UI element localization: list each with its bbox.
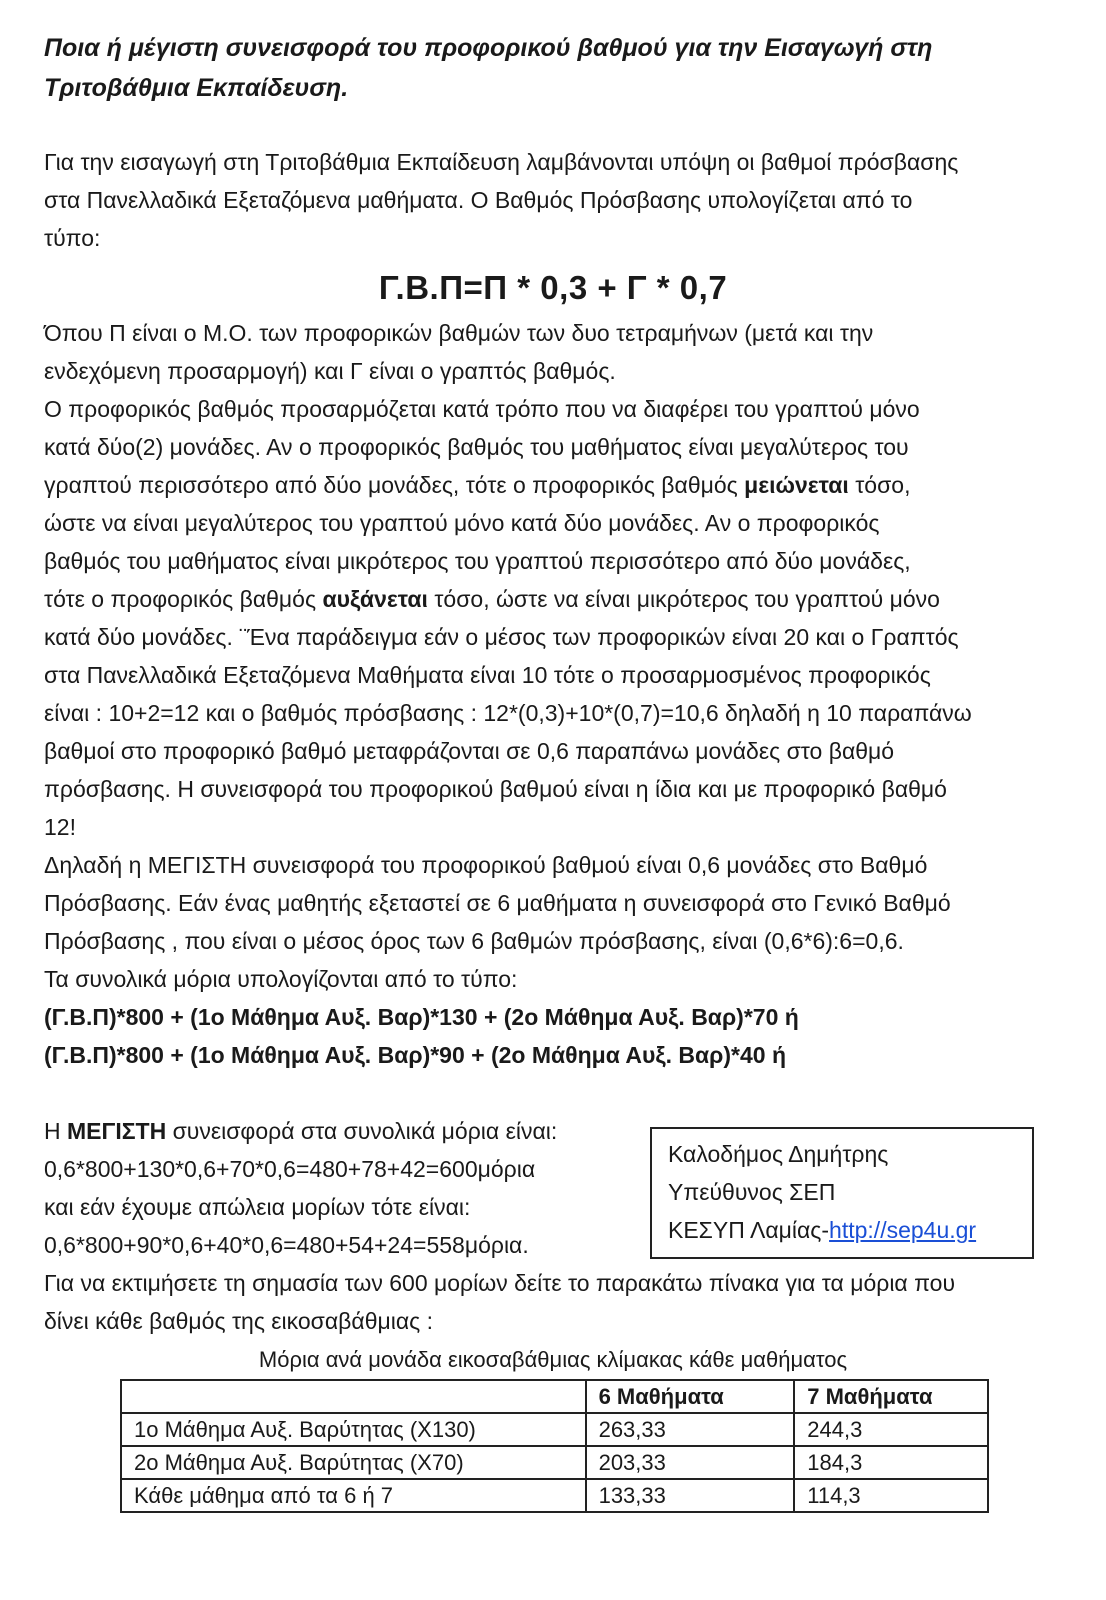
text-segment: Η: [44, 1118, 67, 1144]
text-line: 12!: [44, 814, 76, 840]
author-name: Καλοδήμος Δημήτρης: [668, 1141, 889, 1167]
page-title: [44, 28, 1064, 108]
text-line: και εάν έχουμε απώλεια μορίων τότε είναι:: [44, 1194, 471, 1220]
text-line: στα Πανελλαδικά Εξεταζόμενα Μαθήματα είναι 10 τότε ο προσαρμοσμένος προφορικός: [44, 662, 931, 688]
text-line: δίνει κάθε βαθμός της εικοσαβάθμιας :: [44, 1308, 434, 1334]
text-line: 0,6*800+130*0,6+70*0,6=480+78+42=600μόρια: [44, 1156, 536, 1182]
text-line: στα Πανελλαδικά Εξεταζόμενα μαθήματα. Ο Βαθμός Πρόσβασης υπολογίζεται από το: [44, 187, 913, 213]
formula-line: (Γ.Β.Π)*800 + (1ο Μάθημα Αυξ. Βαρ)*130 + (2ο Μάθημα Αυξ. Βαρ)*70 ή: [44, 1004, 799, 1030]
website-link[interactable]: http://sep4u.gr: [829, 1217, 977, 1243]
table-cell: 263,33: [586, 1413, 795, 1446]
table-cell: 2ο Μάθημα Αυξ. Βαρύτητας (Χ70): [121, 1446, 586, 1479]
table-row: [121, 1446, 988, 1479]
table-row: [121, 1413, 988, 1446]
intro-paragraph: [44, 143, 1074, 257]
text-line: [44, 580, 1074, 618]
text-segment: συνεισφορά στα συνολικά μόρια είναι:: [166, 1118, 558, 1144]
text-segment: τόσο,: [848, 472, 911, 498]
org-label: ΚΕΣΥΠ Λαμίας-: [668, 1217, 830, 1243]
text-line: 0,6*800+90*0,6+40*0,6=480+54+24=558μόρια.: [44, 1232, 529, 1258]
author-org: [668, 1211, 1032, 1249]
text-line: βαθμός του μαθήματος είναι μικρότερος του γραπτού περισσότερο από δύο μονάδες,: [44, 548, 911, 574]
emphasis-increases: αυξάνεται: [322, 586, 428, 612]
text-line: Πρόσβασης. Εάν ένας μαθητής εξεταστεί σε 6 μαθήματα η συνεισφορά στο Γενικό Βαθμό: [44, 890, 951, 916]
text-line: [44, 466, 1074, 504]
text-line: Ο προφορικός βαθμός προσαρμόζεται κατά τρόπο που να διαφέρει του γραπτού μόνο: [44, 396, 920, 422]
table-cell: 184,3: [794, 1446, 988, 1479]
text-line: Όπου Π είναι ο Μ.Ο. των προφορικών βαθμών των δυο τετραμήνων (μετά και την: [44, 320, 874, 346]
text-segment: τόσο, ώστε να είναι μικρότερος του γραπτού μόνο: [427, 586, 940, 612]
text-line: τύπο:: [44, 225, 101, 251]
formula-line: (Γ.Β.Π)*800 + (1ο Μάθημα Αυξ. Βαρ)*90 + (2ο Μάθημα Αυξ. Βαρ)*40 ή: [44, 1042, 787, 1068]
formula: Γ.Β.Π=Π * 0,3 + Γ * 0,7: [378, 269, 728, 306]
signature-box: [650, 1127, 1034, 1259]
text-line: ενδεχόμενη προσαρμογή) και Γ είναι ο γραπτός βαθμός.: [44, 358, 616, 384]
text-line: κατά δύο(2) μονάδες. Αν ο προφορικός βαθμός του μαθήματος είναι μεγαλύτερος του: [44, 434, 909, 460]
header-cell: 7 Μαθήματα: [794, 1380, 988, 1413]
emphasis-maximum: ΜΕΓΙΣΤΗ: [67, 1118, 167, 1144]
table-header-row: [121, 1380, 988, 1413]
table-row: [121, 1479, 988, 1512]
table-caption: Μόρια ανά μονάδα εικοσαβάθμιας κλίμακας κάθε μαθήματος: [258, 1347, 848, 1372]
text-line: Δηλαδή η ΜΕΓΙΣΤΗ συνεισφορά του προφορικού βαθμού είναι 0,6 μονάδες στο Βαθμό: [44, 852, 928, 878]
title-line: Τριτοβάθμια Εκπαίδευση.: [44, 74, 349, 102]
text-line: Για να εκτιμήσετε τη σημασία των 600 μορίων δείτε το παρακάτω πίνακα για τα μόρια που: [44, 1270, 956, 1296]
text-line: Τα συνολικά μόρια υπολογίζονται από το τύπο:: [44, 966, 518, 992]
table-cell: 244,3: [794, 1413, 988, 1446]
author-role: Υπεύθυνος ΣΕΠ: [668, 1179, 836, 1205]
title-line: Ποια ή μέγιστη συνεισφορά του προφορικού βαθμού για την Εισαγωγή στη: [44, 34, 933, 62]
table-cell: 203,33: [586, 1446, 795, 1479]
table-cell: Κάθε μάθημα από τα 6 ή 7: [121, 1479, 586, 1512]
body-text: [44, 314, 1074, 1074]
header-cell: 6 Μαθήματα: [586, 1380, 795, 1413]
table-cell: 114,3: [794, 1479, 988, 1512]
text-line: Για την εισαγωγή στη Τριτοβάθμια Εκπαίδευση λαμβάνονται υπόψη οι βαθμοί πρόσβασης: [44, 149, 959, 175]
text-line: πρόσβασης. Η συνεισφορά του προφορικού βαθμού είναι η ίδια και με προφορικό βαθμό: [44, 776, 947, 802]
text-line: είναι : 10+2=12 και ο βαθμός πρόσβασης : 12*(0,3)+10*(0,7)=10,6 δηλαδή η 10 παραπάνω: [44, 700, 972, 726]
emphasis-decreases: μειώνεται: [744, 472, 849, 498]
table-cell: 133,33: [586, 1479, 795, 1512]
table-cell: 1ο Μάθημα Αυξ. Βαρύτητας (Χ130): [121, 1413, 586, 1446]
text-line: Πρόσβασης , που είναι ο μέσος όρος των 6 βαθμών πρόσβασης, είναι (0,6*6):6=0,6.: [44, 928, 904, 954]
text-line: ώστε να είναι μεγαλύτερος του γραπτού μόνο κατά δύο μονάδες. Αν ο προφορικός: [44, 510, 880, 536]
header-cell: [121, 1380, 586, 1413]
text-line: κατά δύο μονάδες. ¨Ένα παράδειγμα εάν ο μέσος των προφορικών είναι 20 και ο Γραπτός: [44, 624, 959, 650]
points-table: [120, 1379, 989, 1513]
text-segment: τότε ο προφορικός βαθμός: [44, 586, 323, 612]
text-segment: γραπτού περισσότερο από δύο μονάδες, τότε ο προφορικός βαθμός: [44, 472, 745, 498]
text-line: βαθμοί στο προφορικό βαθμό μεταφράζονται σε 0,6 παραπάνω μονάδες στο βαθμό: [44, 738, 895, 764]
